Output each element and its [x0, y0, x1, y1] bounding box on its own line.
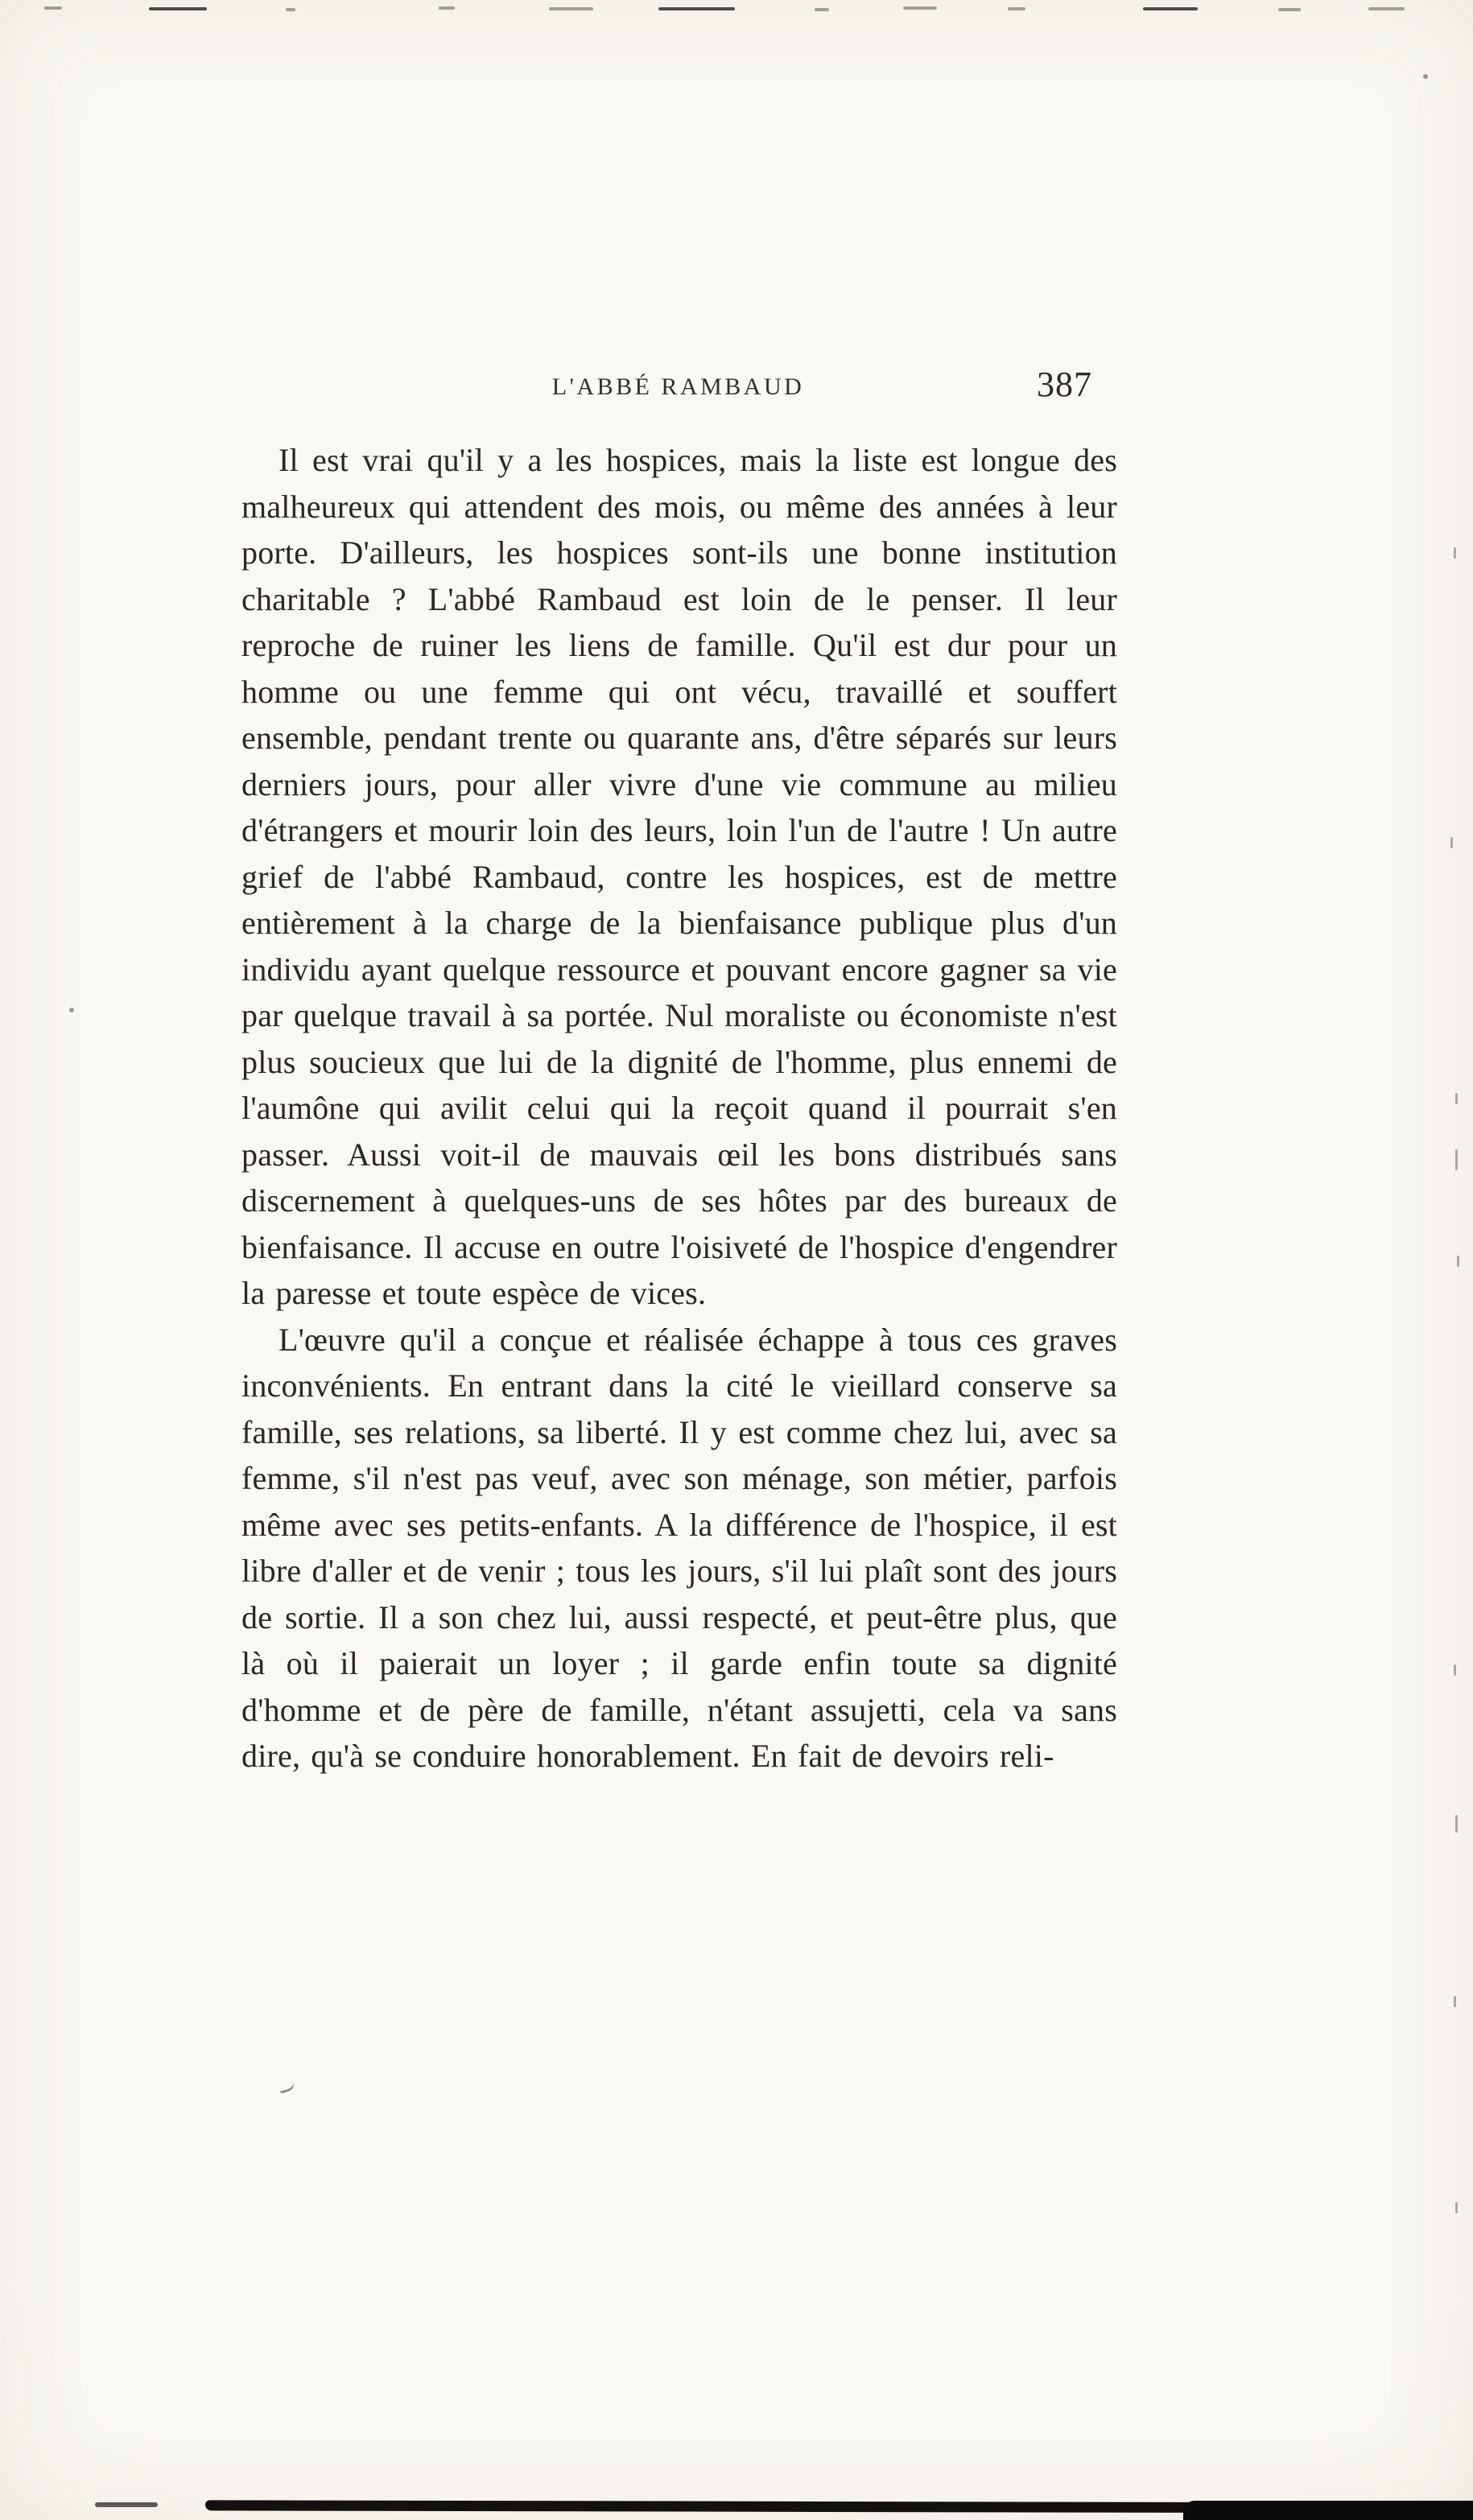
scan-artifact-tick: [1455, 1815, 1458, 1833]
scan-artifact-speck: [69, 1008, 74, 1013]
scan-artifact-top-dash: [1008, 7, 1025, 10]
scan-artifact-tick: [1455, 2202, 1458, 2213]
scan-artifact-top-dash: [658, 7, 735, 10]
scan-artifact-tick: [1450, 837, 1453, 848]
scan-artifact-bottom-dash: [95, 2502, 158, 2507]
scan-artifact-tick: [1455, 1093, 1458, 1104]
page-header: [241, 364, 1115, 415]
scan-artifact-top-dash: [903, 6, 937, 10]
scan-artifact-speck: [1423, 74, 1428, 79]
scan-artifact-top-dash: [1143, 7, 1198, 10]
page-number: 387: [1037, 365, 1092, 404]
scan-artifact-tick: [1454, 547, 1456, 559]
scan-artifact-top-dash: [44, 6, 62, 10]
scan-artifact-bottom-corner: [1183, 2501, 1473, 2520]
paragraph: Il est vrai qu'il y a les hospices, mais la liste est longue des malheureux qui attendent des mois, ou même des années à leur porte. D'ailleurs, les hospices sont-ils une bonne institution charitable ? L'abbé Rambaud est loin de le penser. Il leur reproche de ruiner les liens de famille. Qu'il est dur pour un homme ou une femme qui ont vécu, travaillé et souffert ensemble, pendant trente ou quarante ans, d'être séparés sur leurs derniers jours, pour aller vivre d'une vie commune au milieu d'étrangers et mourir loin des leurs, loin l'un de l'autre ! Un autre grief de l'abbé Rambaud, contre les hospices, est de mettre entièrement à la charge de la bienfaisance publique plus d'un individu ayant quelque ressource et pouvant encore gagner sa vie par quelque travail à sa portée. Nul moraliste ou économiste n'est plus soucieux que lui de la dignité de l'homme, plus ennemi de l'aumône qui avilit celui qui la reçoit quand il pourrait s'en passer. Aussi voit-il de mauvais œil les bons distribués sans discernement à quelques-uns de ses hôtes par des bureaux de bienfaisance. Il accuse en outre l'oisiveté de l'hospice d'engendrer la paresse et toute espèce de vices.: [241, 442, 1117, 1311]
scan-artifact-top-dash: [1278, 8, 1301, 11]
scan-artifact-top-dash: [439, 6, 455, 10]
paragraph: L'œuvre qu'il a conçue et réalisée échappe à tous ces graves inconvénients. En entrant dans la cité le vieillard conserve sa famille, ses relations, sa liberté. Il y est comme chez lui, avec sa femme, s'il n'est pas veuf, avec son ménage, son métier, parfois même avec ses petits-enfants. A la différence de l'hospice, il est libre d'aller et de venir ; tous les jours, s'il lui plaît sont des jours de sortie. Il a son chez lui, aussi respecté, et peut-être plus, que là où il paierait un loyer ; il garde enfin toute sa dignité d'homme et de père de famille, n'étant assujetti, cela va sans dire, qu'à se conduire honorablement. En fait de devoirs reli-: [241, 1321, 1117, 1774]
scan-artifact-tick: [1454, 1664, 1456, 1676]
scan-artifact-tick: [1455, 1149, 1458, 1170]
running-title: L'ABBÉ RAMBAUD: [551, 373, 805, 400]
scan-artifact-tick: [1454, 1996, 1456, 2007]
scan-artifact-top-dash: [1368, 7, 1405, 10]
scan-artifact-top-dash: [149, 7, 207, 10]
scan-artifact-top-dash: [549, 7, 593, 10]
scan-artifact-top-dash: [286, 8, 295, 11]
body-text-block: [241, 437, 1117, 1780]
scan-artifact-tick: [1457, 1256, 1459, 1267]
scan-artifact-top-dash: [815, 8, 829, 11]
scan-artifact-curl: [277, 2079, 295, 2094]
